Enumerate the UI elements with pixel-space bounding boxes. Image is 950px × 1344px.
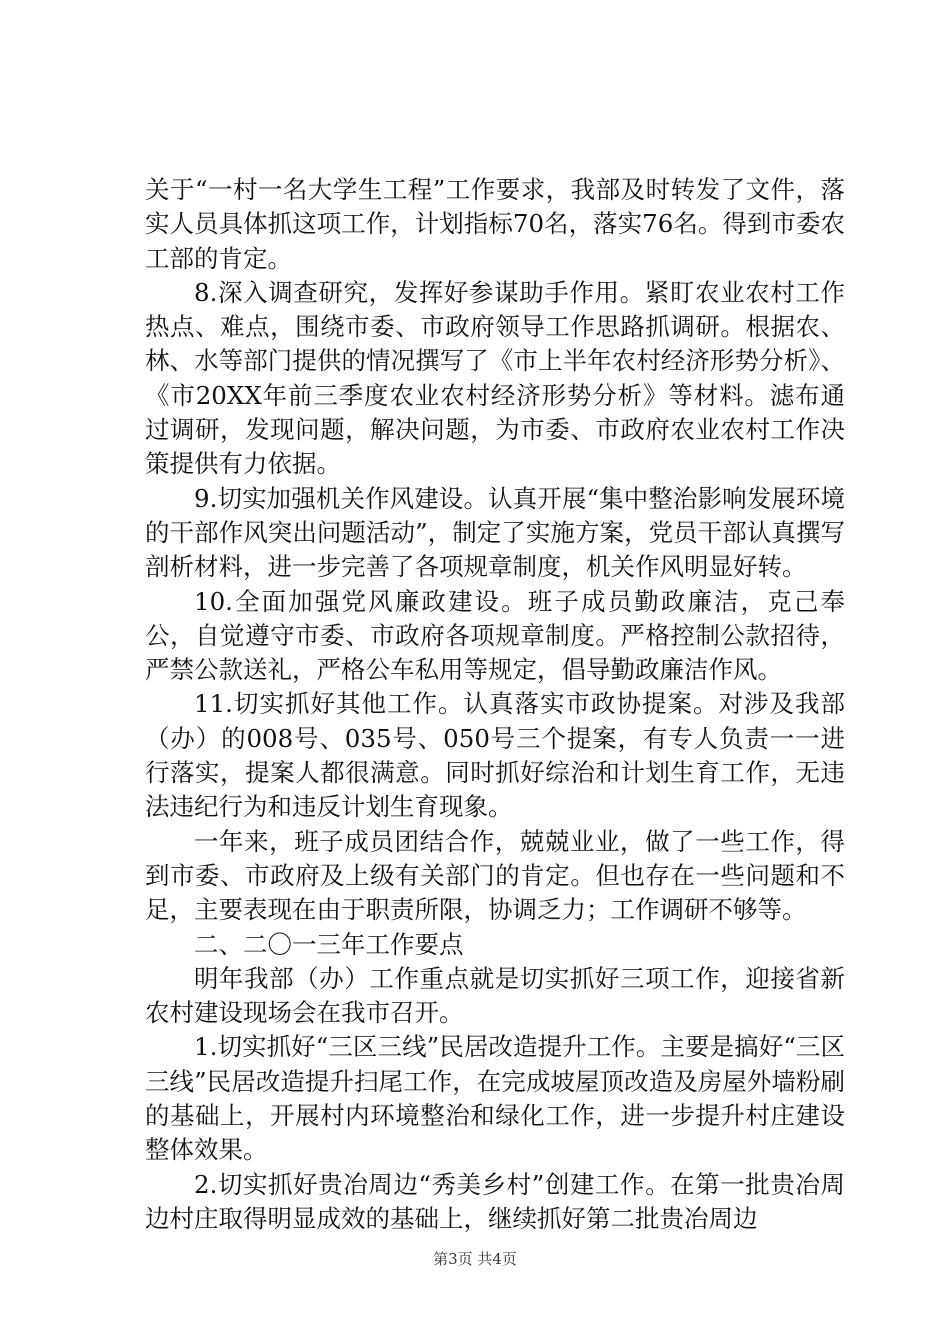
paragraph-point-1: 1.切实抓好“三区三线”民居改造提升工作。主要是搞好“三区三线”民居改造提升扫尾工作，在完成坡屋顶改造及房屋外墙粉刷的基础上，开展村内环境整治和绿化工作，进一步提升村庄建设整体效果。 [145, 1032, 845, 1165]
paragraph-intro: 明年我部（办）工作重点就是切实抓好三项工作，迎接省新农村建设现场会在我市召开。 [145, 963, 845, 1028]
paragraph-summary: 一年来，班子成员团结合作，兢兢业业，做了一些工作，得到市委、市政府及上级有关部门的肯定。但也存在一些问题和不足，主要表现在由于职责所限，协调乏力；工作调研不够等。 [145, 826, 845, 925]
paragraph-item-11: 11.切实抓好其他工作。认真落实市政协提案。对涉及我部（办）的008号、035号、050号三个提案，有专人负责一一进行落实，提案人都很满意。同时抓好综治和计划生育工作，无违法违纪行为和违反计划生育现象。 [145, 689, 845, 822]
page-number-footer: 第3页 共4页 [433, 1250, 517, 1268]
paragraph-item-9: 9.切实加强机关作风建设。认真开展“集中整治影响发展环境的干部作风突出问题活动”，制定了实施方案，党员干部认真撰写剖析材料，进一步完善了各项规章制度，机关作风明显好转。 [145, 483, 845, 582]
paragraph-item-8: 8.深入调查研究，发挥好参谋助手作用。紧盯农业农村工作热点、难点，围绕市委、市政府领导工作思路抓调研。根据农、林、水等部门提供的情况撰写了《市上半年农村经济形势分析》、《市20XX年前三季度农业农村经济形势分析》等材料。滤布通过调研，发现问题，解决问题，为市委、市政府农业农村工作决策提供有力依据。 [145, 277, 845, 479]
section-heading: 二、二〇一三年工作要点 [194, 929, 464, 959]
document-body [145, 173, 845, 1236]
paragraph-item-10: 10.全面加强党风廉政建设。班子成员勤政廉洁，克己奉公，自觉遵守市委、市政府各项规章制度。严格控制公款招待，严禁公款送礼，严格公车私用等规定，倡导勤政廉洁作风。 [145, 586, 845, 685]
paragraph-continuation: 关于“一村一名大学生工程”工作要求，我部及时转发了文件，落实人员具体抓这项工作，计划指标70名，落实76名。得到市委农工部的肯定。 [145, 175, 845, 273]
paragraph-point-2: 2.切实抓好贵冶周边“秀美乡村”创建工作。在第一批贵冶周边村庄取得明显成效的基础上，继续抓好第二批贵冶周边 [145, 1169, 845, 1233]
